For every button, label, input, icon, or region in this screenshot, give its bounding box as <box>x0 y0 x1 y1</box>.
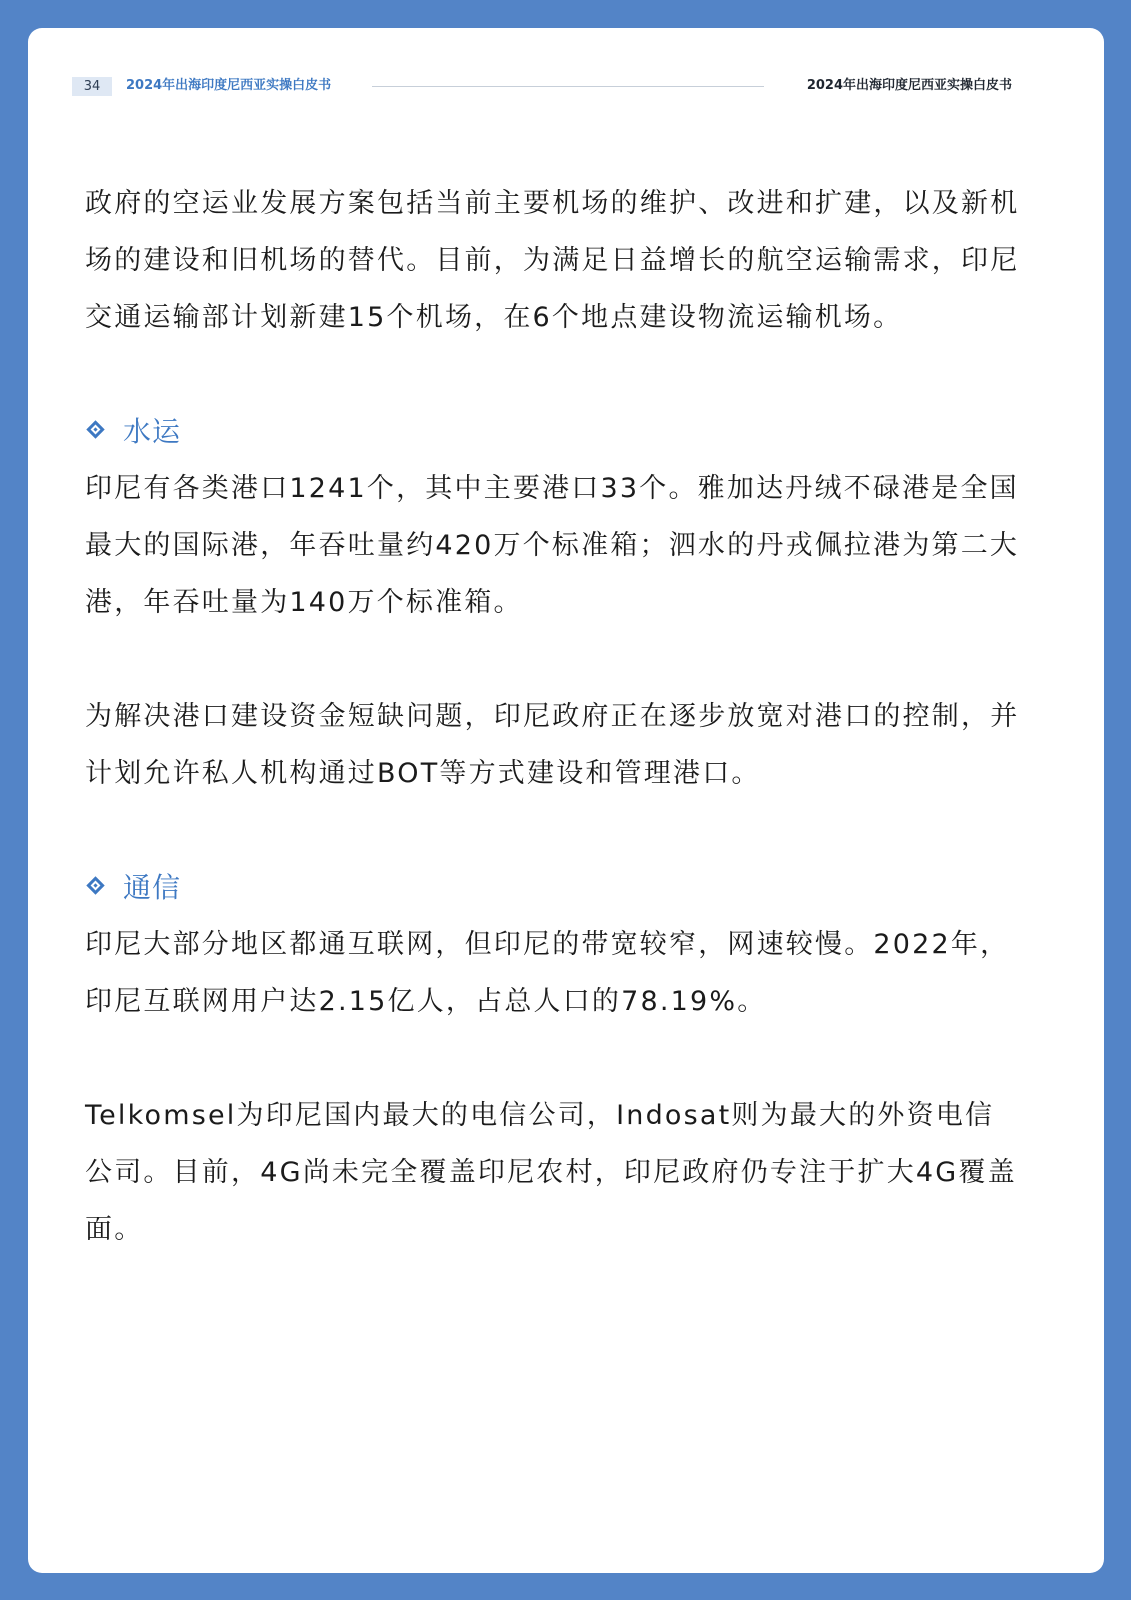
spacer <box>85 802 1020 859</box>
page-number: 34 <box>72 77 112 96</box>
water-transport-paragraph-2: 为解决港口建设资金短缺问题，印尼政府正在逐步放宽对港口的控制，并计划允许私人机构通过BOT等方式建设和管理港口。 <box>85 701 1020 789</box>
header-divider <box>372 86 764 87</box>
document-body <box>85 175 1020 1258</box>
diamond-icon <box>86 876 104 894</box>
spacer <box>85 346 1020 403</box>
air-transport-paragraph: 政府的空运业发展方案包括当前主要机场的维护、改进和扩建，以及新机场的建设和旧机场的替代。目前，为满足日益增长的航空运输需求，印尼交通运输部计划新建15个机场，在6个地点建设物流运输机场。 <box>85 188 1020 333</box>
spacer <box>85 631 1020 688</box>
telecom-paragraph-2: Telkomsel为印尼国内最大的电信公司，Indosat则为最大的外资电信公司。目前，4G尚未完全覆盖印尼农村，印尼政府仍专注于扩大4G覆盖面。 <box>85 1100 1017 1245</box>
page-header <box>72 74 1012 100</box>
section-heading-water-transport <box>85 403 1020 460</box>
water-transport-paragraph-1: 印尼有各类港口1241个，其中主要港口33个。雅加达丹绒不碌港是全国最大的国际港，年吞吐量约420万个标准箱；泗水的丹戎佩拉港为第二大港，年吞吐量为140万个标准箱。 <box>85 473 1020 618</box>
section-heading-telecom <box>85 859 1020 916</box>
header-right-title: 2024年出海印度尼西亚实操白皮书 <box>806 78 1012 93</box>
spacer <box>85 1030 1020 1087</box>
header-left-title: 2024年出海印度尼西亚实操白皮书 <box>126 78 332 93</box>
diamond-icon <box>86 420 104 438</box>
section-heading-label: 水运 <box>123 415 182 448</box>
section-heading-label: 通信 <box>123 871 182 904</box>
telecom-paragraph-1: 印尼大部分地区都通互联网，但印尼的带宽较窄，网速较慢。2022年，印尼互联网用户达2.15亿人，占总人口的78.19%。 <box>85 929 1010 1017</box>
